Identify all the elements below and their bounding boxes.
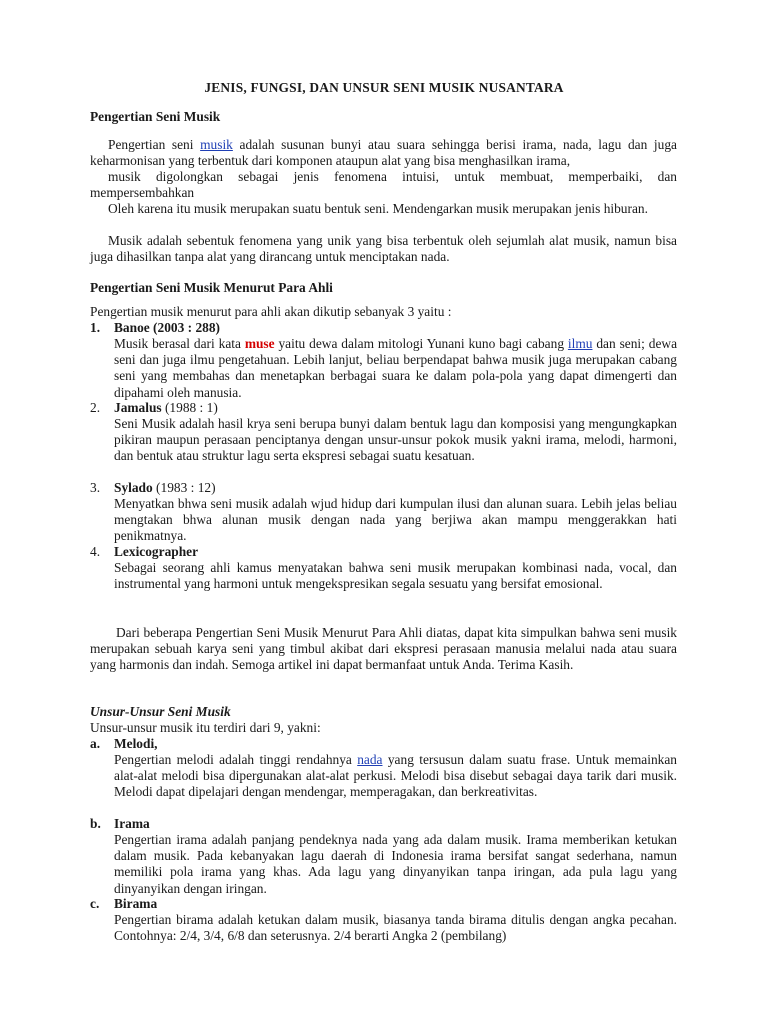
section-intro: Pengertian musik menurut para ahli akan dikutip sebanyak 3 yaitu : bbox=[90, 304, 452, 319]
list-item-title: Irama bbox=[114, 816, 150, 831]
paragraph-text: yaitu dewa dalam mitologi Yunani kuno bagi cabang bbox=[274, 336, 568, 351]
list-number: 4. bbox=[90, 544, 101, 559]
page-title: JENIS, FUNGSI, DAN UNSUR SENI MUSIK NUSANTARA bbox=[204, 80, 564, 95]
list-item-body: Menyatkan bhwa seni musik adalah wjud hidup dari kumpulan ilusi dan alunan suara. Lebih jelas beliau mengtakan bhwa alunan musik dengan nada yang berjiwa akan mampu menggerakkan hati penikmatnya. bbox=[114, 496, 677, 544]
list-number: 1. bbox=[90, 320, 101, 335]
paragraph-definition bbox=[90, 137, 677, 169]
author-year: (1983 : 12) bbox=[152, 480, 216, 495]
list-item-title: Melodi, bbox=[114, 736, 158, 751]
list-number: 3. bbox=[90, 480, 101, 495]
link-ilmu[interactable]: ilmu bbox=[567, 336, 593, 351]
highlighted-word: muse bbox=[244, 336, 275, 351]
link-musik[interactable]: musik bbox=[200, 137, 233, 152]
section-heading-unsur: Unsur-Unsur Seni Musik bbox=[90, 704, 231, 719]
paragraph-text: Dari beberapa Pengertian Seni Musik Menurut Para Ahli diatas, dapat kita simpulkan bahwa seni musik merupakan sebuah karya seni yang timbul akibat dari ekspresi perasaan manusia melalui nada atau suara yang harmonis dan indah. Semoga artikel ini dapat bermanfaat untuk Anda. Terima Kasih. bbox=[90, 625, 677, 673]
link-nada[interactable]: nada bbox=[357, 752, 383, 767]
paragraph-text: adalah susunan bunyi atau suara sehingga berisi irama, nada, lagu dan juga keharmonisan yang terbentuk dari komponen ataupun alat yang bisa menghasilkan irama, bbox=[90, 137, 677, 169]
section-intro: Unsur-unsur musik itu terdiri dari 9, yakni: bbox=[90, 720, 321, 735]
paragraph-text: Pengertian melodi adalah tinggi rendahnya bbox=[114, 752, 358, 767]
list-letter: c. bbox=[90, 896, 100, 911]
list-item-body bbox=[114, 752, 677, 801]
paragraph-intuisi: musik digolongkan sebagai jenis fenomena intuisi, untuk membuat, memperbaiki, dan mempersembahkan bbox=[90, 169, 677, 201]
paragraph-hiburan: Oleh karena itu musik merupakan suatu bentuk seni. Mendengarkan musik merupakan jenis hiburan. bbox=[108, 201, 648, 216]
list-item-title: Banoe (2003 : 288) bbox=[114, 320, 221, 335]
paragraph-text: Pengertian seni bbox=[108, 137, 201, 152]
paragraph-text: Musik berasal dari kata bbox=[114, 336, 245, 351]
section-heading-pengertian: Pengertian Seni Musik bbox=[90, 109, 221, 124]
list-item-body bbox=[114, 336, 677, 401]
list-item-title: Lexicographer bbox=[114, 544, 199, 559]
list-item-body: Pengertian irama adalah panjang pendeknya nada yang ada dalam musik. Irama memberikan ketukan dalam musik. Pada kebanyakan lagu daerah di Indonesia irama bersifat sangat sederhana, namun memiliki pola irama yang khas. Ada lagu yang dinyanyikan tanpa iringan, ada pula lagu yang dinyanyikan dengan iringan. bbox=[114, 832, 677, 896]
list-item-body: Sebagai seorang ahli kamus menyatakan bahwa seni musik merupakan kombinasi nada, vocal, dan instrumental yang harmoni untuk mengekspresikan segala sesuatu yang bersifat emosional. bbox=[114, 560, 677, 592]
author-name: Sylado bbox=[114, 480, 153, 495]
paragraph-text: dan seni; dewa seni dan juga ilmu pengetahuan. Lebih lanjut, beliau berpendapat bahwa musik juga merupakan cabang seni yang membahas dan menetapkan berbagai suara ke dalam pola-pola yang dapat dimengerti dan dipahami oleh manusia. bbox=[114, 336, 678, 400]
paragraph-conclusion bbox=[90, 625, 677, 674]
list-letter: a. bbox=[90, 736, 101, 751]
list-item-body: Pengertian birama adalah ketukan dalam musik, biasanya tanda birama ditulis dengan angka pecahan. Contohnya: 2/4, 3/4, 6/8 dan seterusnya. 2/4 berarti Angka 2 (pembilang) bbox=[114, 912, 677, 944]
list-item-title bbox=[114, 480, 216, 496]
list-item-body: Seni Musik adalah hasil krya seni berupa bunyi dalam bentuk lagu dan komposisi yang mengungkapkan pikiran maupun perasaan penciptanya dengan unsur-unsur pokok musik yakni irama, melodi, harmoni, dan bentuk atau struktur lagu serta ekspresi sebagai suatu kesatuan. bbox=[114, 416, 677, 464]
section-heading-para-ahli: Pengertian Seni Musik Menurut Para Ahli bbox=[90, 280, 333, 295]
list-item-title: Birama bbox=[114, 896, 158, 911]
list-number: 2. bbox=[90, 400, 101, 415]
paragraph-fenomena: Musik adalah sebentuk fenomena yang unik yang bisa terbentuk oleh sejumlah alat musik, namun bisa juga dihasilkan tanpa alat yang dirancang untuk menciptakan nada. bbox=[90, 233, 677, 265]
paragraph-text: yang tersusun dalam suatu frase. Untuk memainkan alat-alat melodi bisa dipergunakan alat-alat perkusi. Melodi bisa disebut sebagai daya tarik dari musik. Melodi dapat dipelajari dengan mendengar, memperagakan, dan berkreativitas. bbox=[114, 752, 677, 800]
author-year: (1988 : 1) bbox=[161, 400, 218, 415]
list-letter: b. bbox=[90, 816, 101, 831]
list-item-title bbox=[114, 400, 218, 416]
author-name: Jamalus bbox=[114, 400, 162, 415]
